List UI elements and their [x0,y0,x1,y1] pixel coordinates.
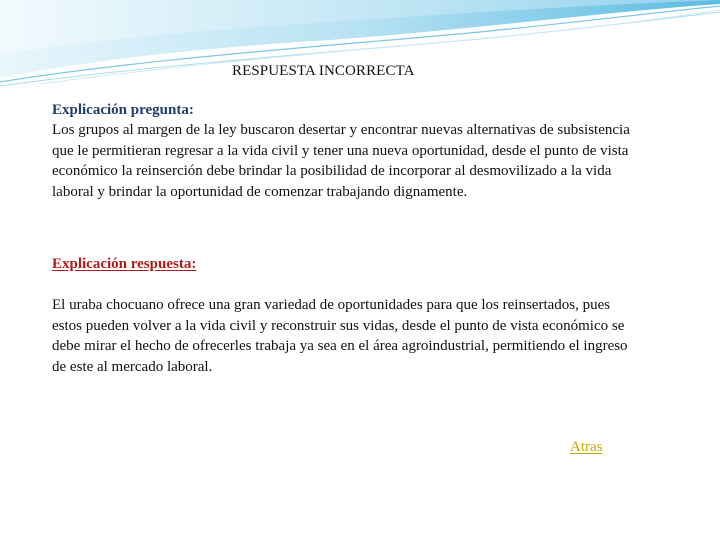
question-explanation-heading: Explicación pregunta: [52,102,194,118]
back-link[interactable]: Atras [570,439,603,455]
question-explanation-text: Los grupos al margen de la ley buscaron desertar y encontrar nuevas alternativas de subsistencia que le permitieran regresar a la vida civil y tener una nueva oportunidad, desde el punto de vista económico la reinserción debe brindar la posibilidad de incorporar al desmovilizado a la vida laboral y brindar la oportunidad de comenzar trabajando dignamente. [52,122,630,200]
question-explanation-section [52,100,652,202]
answer-explanation-heading: Explicación respuesta: [52,256,197,272]
page-title: RESPUESTA INCORRECTA [232,63,415,79]
answer-explanation-text: El uraba chocuano ofrece una gran variedad de oportunidades para que los reinsertados, pues estos pueden volver a la vida civil y reconstruir sus vidas, desde el punto de vista económico se debe mirar el hecho de ofrecerles trabaja ya sea en el área agroindustrial, permitiendo el ingreso de este al mercado laboral. [52,297,628,375]
